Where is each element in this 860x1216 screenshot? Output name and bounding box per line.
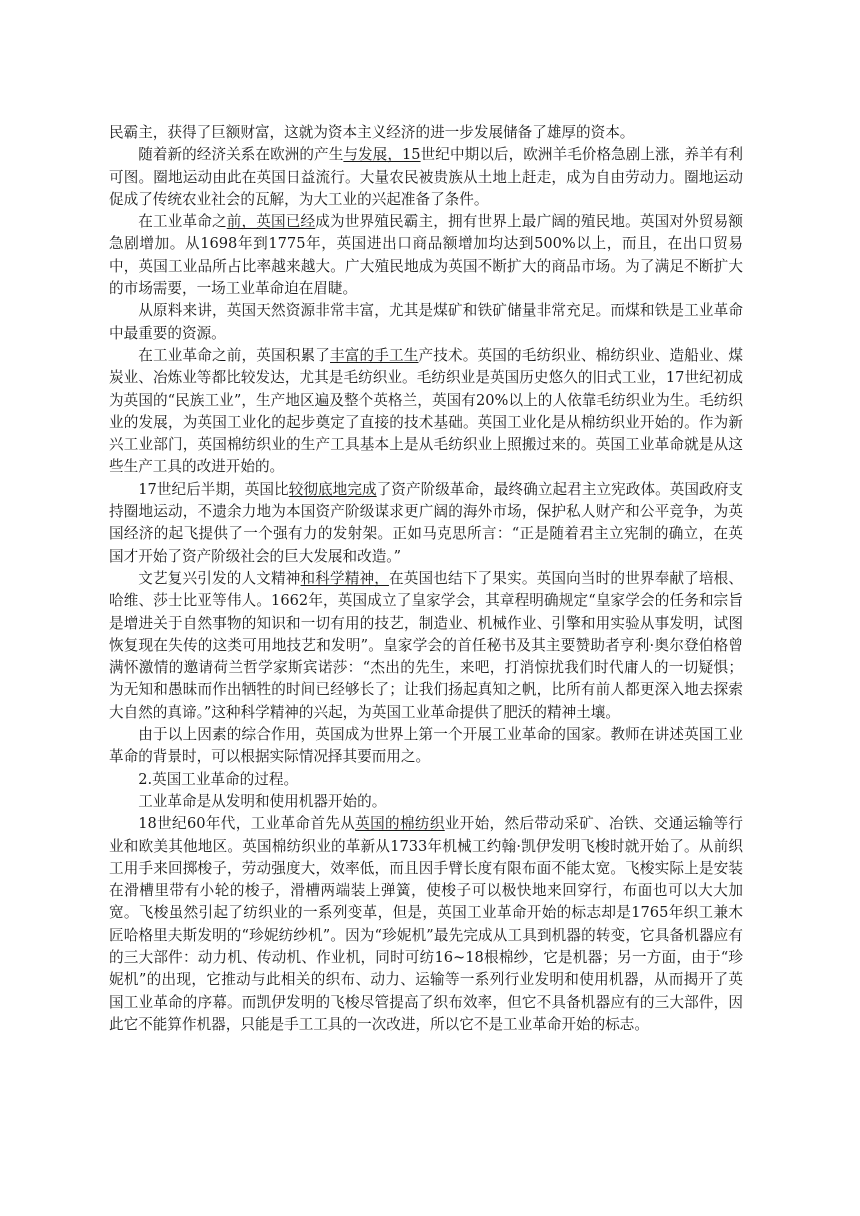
text-run: 工业革命是从发明和使用机器开始的。 <box>138 792 387 810</box>
paragraph <box>109 211 743 300</box>
paragraph <box>109 345 743 479</box>
underlined-text: 丰富的手工生 <box>330 346 419 364</box>
underlined-text: 前，英国已经 <box>226 213 316 231</box>
paragraph <box>109 300 743 345</box>
text-run: 文艺复兴引发的人文精神 <box>138 569 301 587</box>
section-heading <box>109 769 743 791</box>
paragraph <box>109 724 743 769</box>
text-run: 民霸主，获得了巨额财富，这就为资本主义经济的进一步发展储备了雄厚的资本。 <box>109 124 635 141</box>
text-run: 从原料来讲，英国天然资源非常丰富，尤其是煤矿和铁矿储量非常充足。而煤和铁是工业革命中最重要的资源。 <box>109 302 743 342</box>
underlined-text: 较彻底地完成 <box>288 480 377 498</box>
paragraph <box>109 122 743 144</box>
text-run: 世纪中期以后，欧洲羊毛价格急剧上涨，养羊有利可图。圈地运动由此在英国日益流行。大量农民被贵族从土地上赶走，成为自由劳动力。圈地运动促成了传统农业社会的瓦解，为大工业的兴起准备了条件。 <box>109 146 743 208</box>
text-run: 在工业革命之前，英国积累了 <box>138 346 330 364</box>
text-run: 18世纪60年代，工业革命首先从 <box>138 815 356 833</box>
text-run: 成为世界殖民霸主，拥有世界上最广阔的殖民地。英国对外贸易额急剧增加。从1698年到1775年，英国进出口商品额增加均达到500%以上，而且，在出口贸易中，英国工业品所占比率越来越大。广大殖民地成为英国不断扩大的商品市场。为了满足不断扩大的市场需要，一场工业革命迫在眉睫。 <box>109 213 743 298</box>
underlined-text: 和科学精神， <box>300 569 390 587</box>
underlined-text: 与发展，15 <box>343 146 421 164</box>
underlined-text: 英国的棉纺织 <box>355 815 445 833</box>
text-run: 17世纪后半期，英国比 <box>138 480 289 498</box>
text-run: 业开始，然后带动采矿、冶铁、交通运输等行业和欧美其他地区。英国棉纺织业的革新从1733年机械工约翰·凯伊发明飞梭时就开始了。从前织工用手来回掷梭子，劳动强度大，效率低，而且因手臂长度有限布面不能太宽。飞梭实际上是安装在滑槽里带有小轮的梭子，滑槽两端装上弹簧，使梭子可以极快地来回穿行，布面也可以大大加宽。飞梭虽然引起了纺织业的一系列变革，但是，英国工业革命开始的标志却是1765年织工兼木匠哈格里夫斯发明的“珍妮纺纱机”。因为“珍妮机”最先完成从工具到机器的转变，它具备机器应有的三大部件：动力机、传动机、作业机，同时可纺16~18根棉纱，它是机器；另一方面，由于“珍妮机”的出现，它推动与此相关的织布、动力、运输等一系列行业发明和使用机器，从而揭开了英国工业革命的序幕。而凯伊发明的飞梭尽管提高了织布效率，但它不具备机器应有的三大部件，因此它不能算作机器，只能是手工工具的一次改进，所以它不是工业革命开始的标志。 <box>109 815 743 1033</box>
paragraph <box>109 479 743 568</box>
text-run: 在英国也结下了果实。英国向当时的世界奉献了培根、哈维、莎士比亚等伟人。1662年，英国成立了皇家学会，其章程明确规定“皇家学会的任务和宗旨是增进关于自然事物的知识和一切有用的技艺，制造业、机械作业、引擎和用实验从事发明，试图恢复现在失传的这类可用地技艺和发明”。皇家学会的首任秘书及其主要赞助者亨利·奥尔登伯格曾满怀激情的邀请荷兰哲学家斯宾诺莎：“杰出的先生，来吧，打消惊扰我们时代庸人的一切疑惧；为无知和愚昧而作出牺牲的时间已经够长了；让我们扬起真知之帆，比所有前人都更深入地去探索大自然的真谛。”这种科学精神的兴起，为英国工业革命提供了肥沃的精神土壤。 <box>109 569 743 721</box>
text-run: 在工业革命之 <box>138 213 227 231</box>
text-run: 产技术。英国的毛纺织业、棉纺织业、造船业、煤炭业、冶炼业等都比较发达，尤其是毛纺织业。毛纺织业是英国历史悠久的旧式工业，17世纪初成为英国的“民族工业”，生产地区遍及整个英格兰，英国有20%以上的人依靠毛纺织业为生。毛纺织业的发展，为英国工业化的起步奠定了直接的技术基础。英国工业化是从棉纺织业开始的。作为新兴工业部门，英国棉纺织业的生产工具基本上是从毛纺织业上照搬过来的。英国工业革命就是从这些生产工具的改进开始的。 <box>109 346 743 476</box>
paragraph <box>109 568 743 724</box>
text-run: 由于以上因素的综合作用，英国成为世界上第一个开展工业革命的国家。教师在讲述英国工业革命的背景时，可以根据实际情况择其要而用之。 <box>109 726 743 766</box>
paragraph <box>109 813 743 1036</box>
text-run: 了资产阶级革命，最终确立起君主立宪政体。英国政府支持圈地运动，不遗余力地为本国资产阶级谋求更广阔的海外市场，保护私人财产和公平竞争，为英国经济的起飞提供了一个强有力的发射架。正如马克思所言：“正是随着君主立宪制的确立，在英国才开始了资产阶级社会的巨大发展和改造。” <box>109 480 743 565</box>
text-run: 2.英国工业革命的过程。 <box>138 770 299 788</box>
paragraph <box>109 144 743 211</box>
text-run: 随着新的经济关系在欧洲的产生 <box>138 146 344 164</box>
paragraph <box>109 791 743 813</box>
document-page <box>109 122 743 1036</box>
